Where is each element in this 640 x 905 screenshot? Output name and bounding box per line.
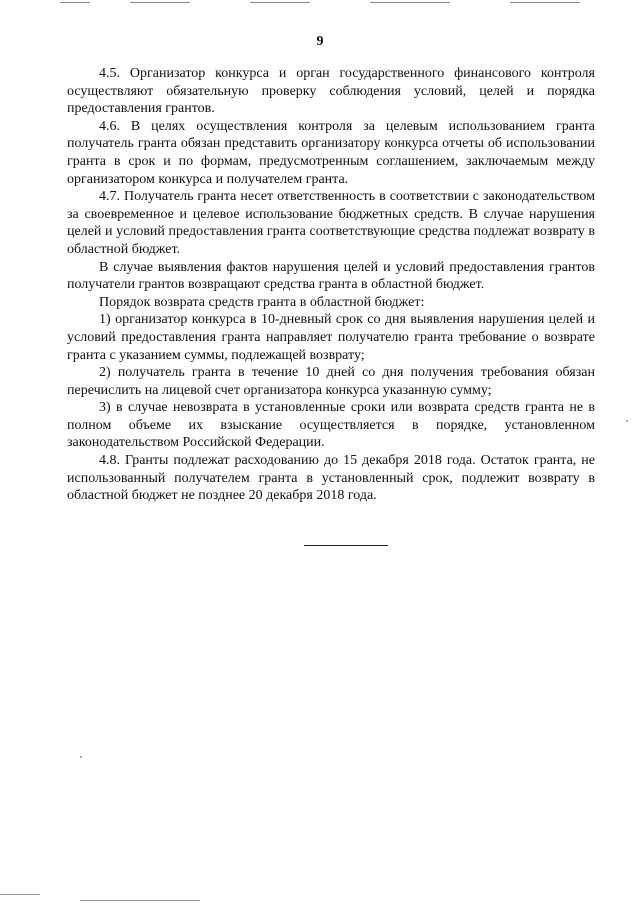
paragraph-violation: В случае выявления фактов нарушения целей и условий предоставления грантов получатели грантов возвращают средства гранта в областной бюджет. [67, 259, 595, 293]
list-item-3: 3) в случае невозврата в установленные сроки или возврата средств гранта не в полном объеме их взыскание осуществляется в порядке, установленном законодательством Российской Федерации. [67, 400, 595, 451]
document-body [67, 65, 595, 505]
paragraph-4-6: 4.6. В целях осуществления контроля за целевым использованием гранта получатель гранта обязан представить организатору конкурса отчеты об использовании гранта в срок и по формам, предусмотренным соглашением, заключаемым между организатором конкурса и получателем гранта. [67, 118, 595, 187]
paragraph-return-order: Порядок возврата средств гранта в областной бюджет: [99, 294, 425, 310]
end-divider [304, 545, 388, 546]
list-item-2: 2) получатель гранта в течение 10 дней со дня получения требования обязан перечислить на лицевой счет организатора конкурса указанную сумму; [67, 365, 595, 398]
page-number: 9 [316, 34, 324, 49]
scan-mark [370, 2, 450, 3]
scan-mark [80, 900, 200, 901]
paragraph-4-8: 4.8. Гранты подлежат расходованию до 15 декабря 2018 года. Остаток гранта, не использованный получателем гранта в установленный срок, подлежит возврату в областной бюджет не позднее 20 декабря 2018 года. [67, 453, 595, 504]
scan-speck [80, 756, 82, 758]
scan-mark [510, 2, 580, 3]
paragraph-4-7: 4.7. Получатель гранта несет ответственность в соответствии с законодательством за своевременное и целевое использование бюджетных средств. В случае нарушения целей и условий предоставления гранта соответствующие средства подлежат возврату в областной бюджет. [67, 189, 595, 257]
list-item-1: 1) организатор конкурса в 10-дневный срок со дня выявления нарушения целей и условий предоставления гранта направляет получателю гранта требование о возврате гранта с указанием суммы, подлежащей возврату; [67, 312, 595, 363]
paragraph-4-5: 4.5. Организатор конкурса и орган государственного финансового контроля осуществляют обязательную проверку соблюдения условий, целей и порядка предоставления грантов. [67, 66, 595, 117]
scan-speck [626, 420, 628, 422]
scan-mark [130, 2, 190, 3]
scan-mark [0, 894, 40, 895]
scan-edge-top [0, 0, 640, 6]
scan-mark [60, 2, 90, 3]
scan-mark [250, 2, 310, 3]
